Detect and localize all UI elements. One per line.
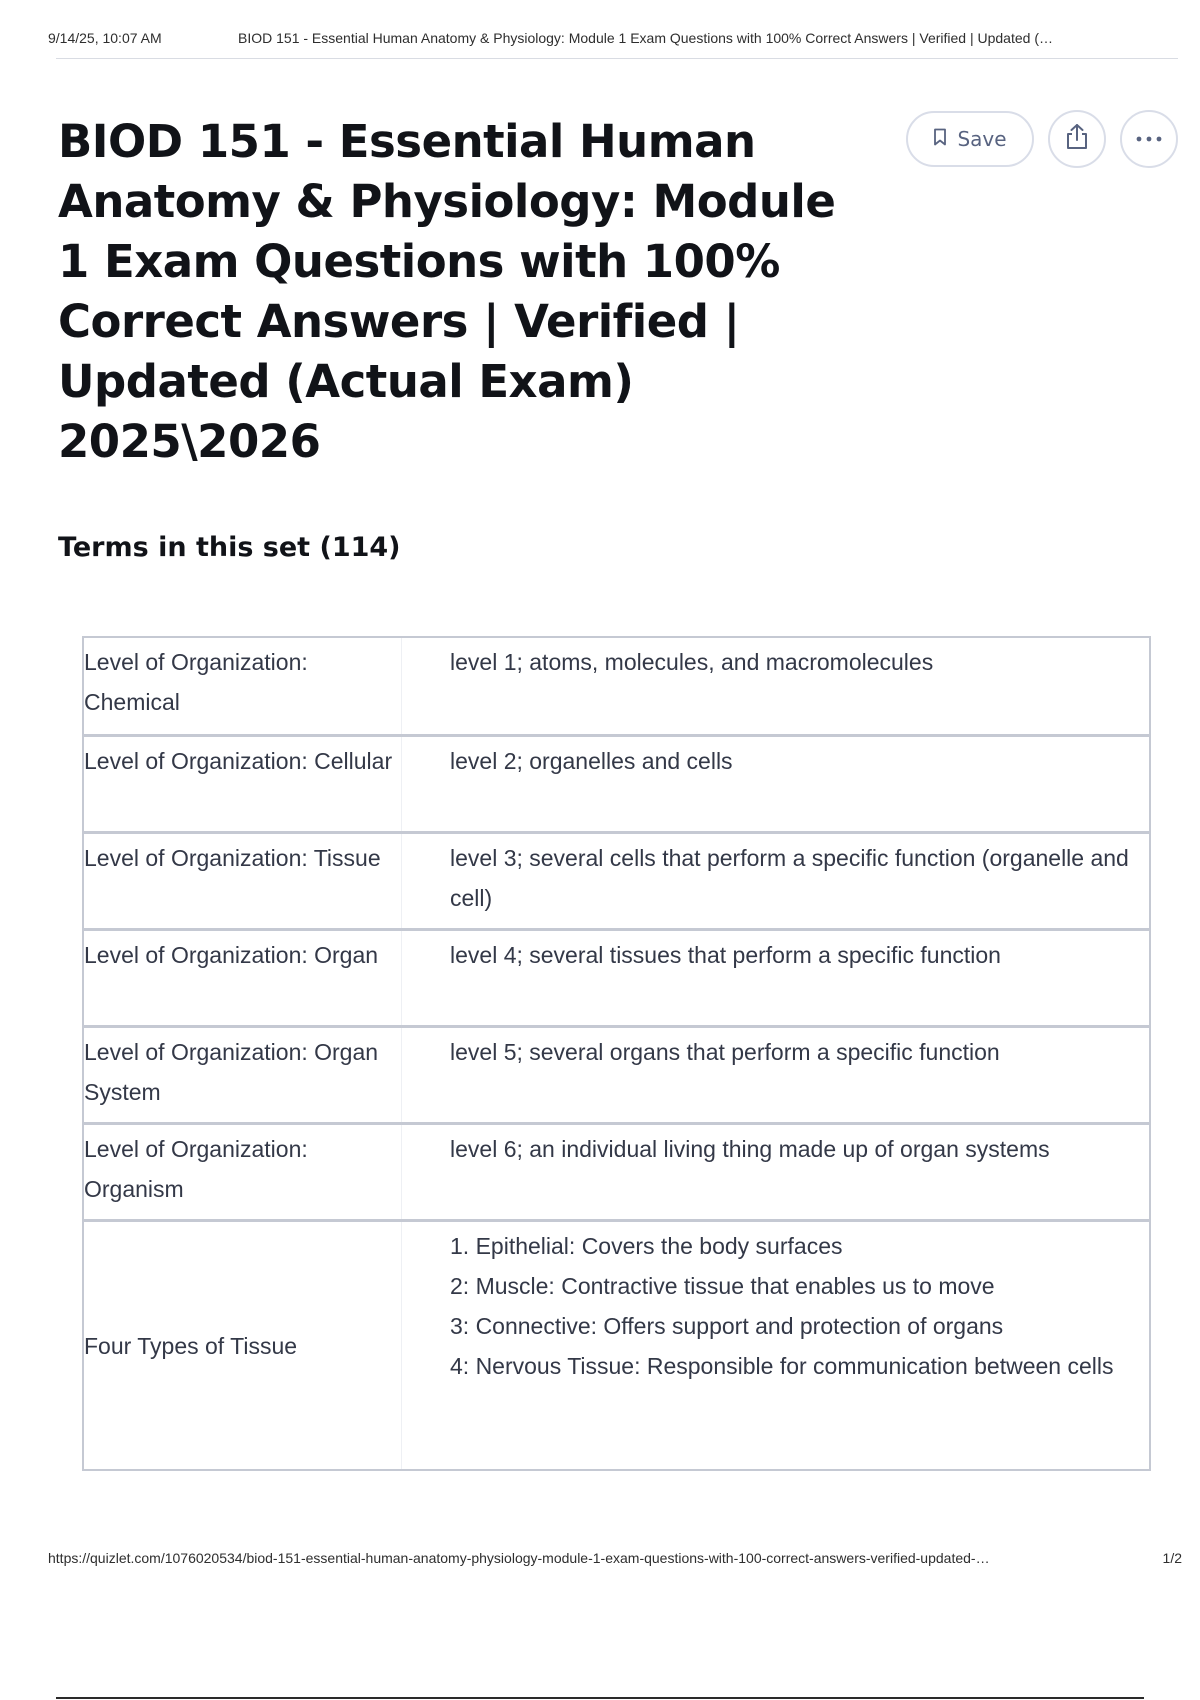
definition-line: 2: Muscle: Contractive tissue that enables us to move	[450, 1273, 995, 1299]
share-button[interactable]	[1048, 110, 1106, 168]
bottom-divider	[56, 1697, 1144, 1699]
term-text: Level of Organization: Organism	[84, 1125, 402, 1219]
definition-line: 4: Nervous Tissue: Responsible for communication between cells	[450, 1353, 1114, 1379]
definition-text	[402, 1028, 1149, 1122]
print-timestamp: 9/14/25, 10:07 AM	[48, 30, 162, 46]
share-icon	[1064, 123, 1090, 156]
term-row	[84, 734, 1149, 831]
term-row	[84, 1122, 1149, 1219]
print-header	[48, 30, 1178, 50]
definition-text	[402, 737, 1149, 831]
term-text: Level of Organization: Tissue	[84, 834, 402, 928]
term-text: Level of Organization: Organ System	[84, 1028, 402, 1122]
page-title: BIOD 151 - Essential Human Anatomy & Physiology: Module 1 Exam Questions with 100% Correct Answers | Verified | Updated (Actual Exam) 2025\2026	[58, 115, 836, 468]
term-row	[84, 1219, 1149, 1469]
term-row	[84, 831, 1149, 928]
term-row	[84, 928, 1149, 1025]
definition-line: 3: Connective: Offers support and protection of organs	[450, 1313, 1004, 1339]
definition-text	[402, 638, 1149, 734]
definition-text	[402, 1125, 1149, 1219]
term-row	[84, 638, 1149, 734]
term-text: Level of Organization: Chemical	[84, 638, 402, 734]
definition-line: 1. Epithelial: Covers the body surfaces	[450, 1233, 843, 1259]
definition-line: level 4; several tissues that perform a specific function	[450, 942, 1001, 968]
definition-line: level 5; several organs that perform a specific function	[450, 1039, 1000, 1065]
terms-table	[82, 636, 1151, 1471]
definition-text	[402, 834, 1149, 928]
term-text: Level of Organization: Cellular	[84, 737, 402, 831]
definition-line: level 1; atoms, molecules, and macromolecules	[450, 649, 934, 675]
definition-line: level 3; several cells that perform a specific function (organelle and cell)	[450, 845, 1129, 911]
term-text: Level of Organization: Organ	[84, 931, 402, 1025]
definition-text	[402, 931, 1149, 1025]
set-actions	[906, 110, 1178, 168]
print-document-title: BIOD 151 - Essential Human Anatomy & Physiology: Module 1 Exam Questions with 100% Correct Answers | Verified | Updated (…	[238, 30, 1053, 46]
more-options-button[interactable]	[1120, 110, 1178, 168]
definition-line: level 6; an individual living thing made up of organ systems	[450, 1136, 1050, 1162]
bookmark-icon	[933, 127, 947, 151]
term-text: Four Types of Tissue	[84, 1222, 402, 1469]
page-number: 1/2	[1162, 1550, 1182, 1566]
save-button[interactable]	[906, 111, 1034, 167]
print-url: https://quizlet.com/1076020534/biod-151-essential-human-anatomy-physiology-module-1-exam-questions-with-100-correct-answers-verified-updated-…	[48, 1550, 990, 1566]
definition-text	[402, 1222, 1149, 1469]
save-button-label: Save	[957, 127, 1007, 151]
term-row	[84, 1025, 1149, 1122]
more-horizontal-icon	[1135, 130, 1163, 148]
header-divider	[56, 58, 1178, 59]
terms-count-heading: Terms in this set (114)	[58, 532, 401, 563]
definition-line: level 2; organelles and cells	[450, 748, 733, 774]
print-footer	[48, 1550, 1182, 1570]
